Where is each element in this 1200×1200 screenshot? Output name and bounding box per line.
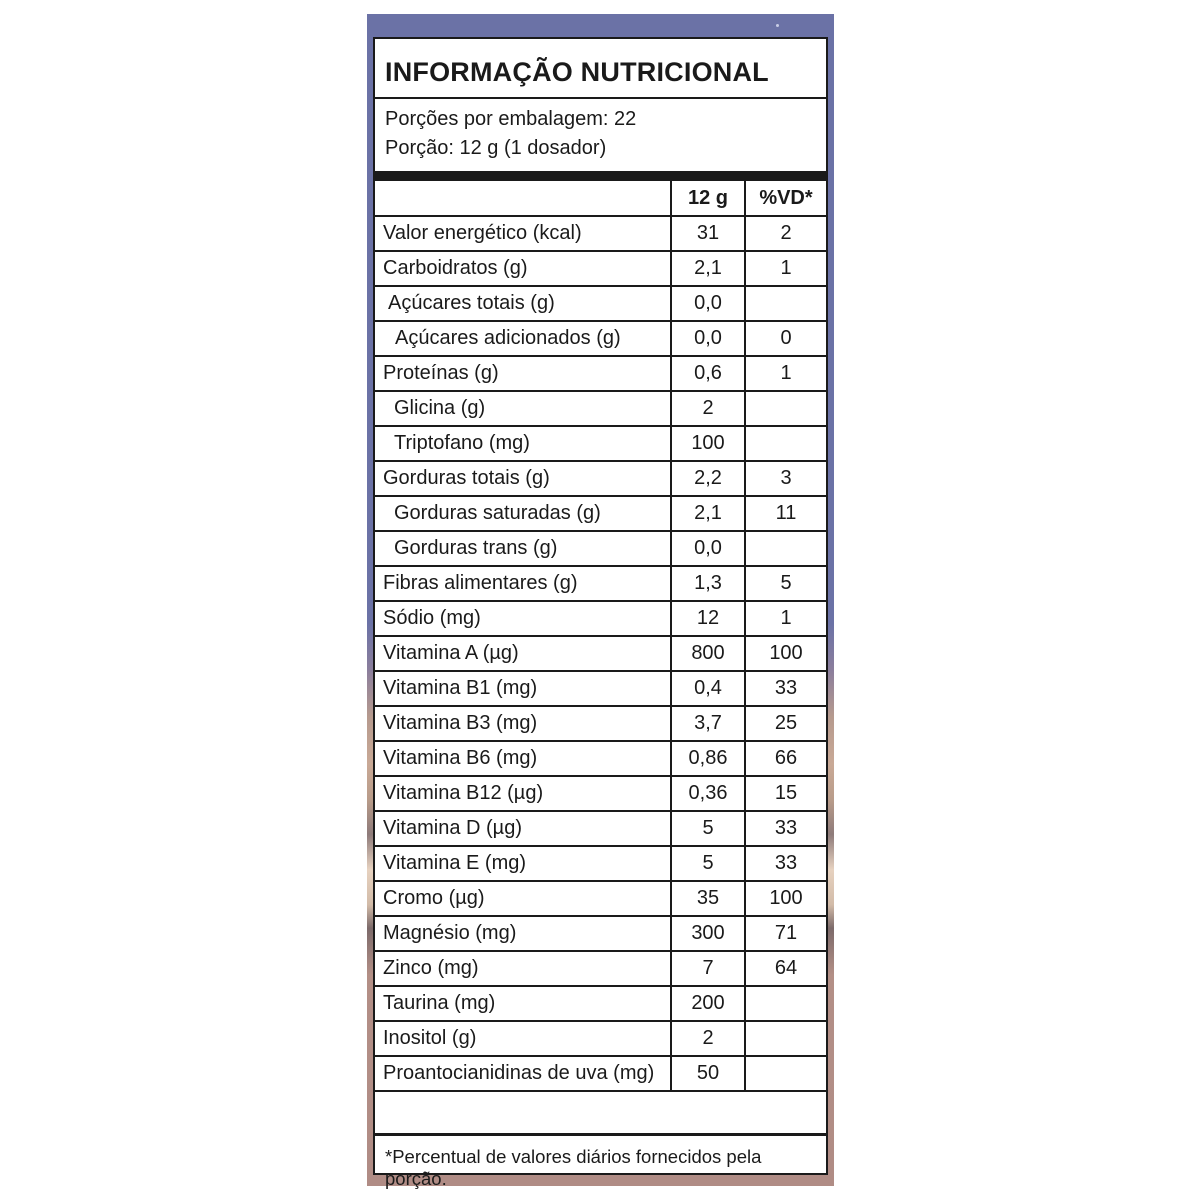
nutrient-name: Gorduras totais (g) [375, 461, 671, 496]
nutrient-amount: 31 [671, 216, 745, 251]
table-row [375, 706, 826, 741]
table-row [375, 881, 826, 916]
nutrient-dv: 15 [745, 776, 826, 811]
nutrient-name: Açúcares adicionados (g) [375, 321, 671, 356]
nutrition-facts-label [373, 37, 828, 1189]
nutrient-dv: 100 [745, 881, 826, 916]
nutrient-name: Triptofano (mg) [375, 426, 671, 461]
table-row [375, 566, 826, 601]
nutrient-amount: 0,4 [671, 671, 745, 706]
nutrient-name: Zinco (mg) [375, 951, 671, 986]
nutrient-name: Fibras alimentares (g) [375, 566, 671, 601]
nutrient-amount: 1,3 [671, 566, 745, 601]
table-row [375, 356, 826, 391]
nutrient-name: Cromo (µg) [375, 881, 671, 916]
nutrient-name: Magnésio (mg) [375, 916, 671, 951]
nutrient-amount: 35 [671, 881, 745, 916]
nutrient-amount: 300 [671, 916, 745, 951]
table-row [375, 916, 826, 951]
nutrient-dv [745, 286, 826, 321]
table-row [375, 1021, 826, 1056]
nutrient-name: Vitamina E (mg) [375, 846, 671, 881]
nutrient-name: Carboidratos (g) [375, 251, 671, 286]
nutrient-amount: 5 [671, 846, 745, 881]
table-row [375, 1056, 826, 1091]
nutrient-amount: 0,86 [671, 741, 745, 776]
table-row [375, 986, 826, 1021]
table-row [375, 496, 826, 531]
nutrient-name: Vitamina D (µg) [375, 811, 671, 846]
nutrient-amount: 0,0 [671, 286, 745, 321]
footnote: *Percentual de valores diários fornecidos pela porção. [375, 1133, 826, 1173]
nutrient-dv: 100 [745, 636, 826, 671]
nutrient-name: Vitamina B3 (mg) [375, 706, 671, 741]
nutrient-name: Vitamina A (µg) [375, 636, 671, 671]
nutrient-name: Vitamina B12 (µg) [375, 776, 671, 811]
nutrient-dv: 3 [745, 461, 826, 496]
nutrient-dv: 1 [745, 601, 826, 636]
header-amount: 12 g [671, 181, 745, 216]
table-row [375, 216, 826, 251]
nutrient-name: Gorduras trans (g) [375, 531, 671, 566]
nutrient-amount: 200 [671, 986, 745, 1021]
nutrient-dv: 5 [745, 566, 826, 601]
header-dv: %VD* [745, 181, 826, 216]
table-row [375, 531, 826, 566]
table-row [375, 391, 826, 426]
nutrient-name: Proteínas (g) [375, 356, 671, 391]
table-row [375, 601, 826, 636]
nutrient-dv [745, 986, 826, 1021]
nutrient-dv: 0 [745, 321, 826, 356]
nutrient-dv: 1 [745, 251, 826, 286]
nutrient-name: Proantocianidinas de uva (mg) [375, 1056, 671, 1091]
table-row [375, 461, 826, 496]
nutrient-name: Açúcares totais (g) [375, 286, 671, 321]
nutrient-name: Glicina (g) [375, 391, 671, 426]
table-row [375, 811, 826, 846]
table-row [375, 251, 826, 286]
nutrient-amount: 2,1 [671, 251, 745, 286]
nutrient-name: Gorduras saturadas (g) [375, 496, 671, 531]
nutrient-amount: 0,0 [671, 531, 745, 566]
table-row [375, 636, 826, 671]
nutrient-amount: 0,0 [671, 321, 745, 356]
nutrient-name: Sódio (mg) [375, 601, 671, 636]
nutrient-amount: 0,6 [671, 356, 745, 391]
table-row [375, 741, 826, 776]
nutrient-amount: 3,7 [671, 706, 745, 741]
nutrient-amount: 2 [671, 1021, 745, 1056]
nutrient-dv [745, 1056, 826, 1091]
nutrient-dv: 71 [745, 916, 826, 951]
nutrient-amount: 2,1 [671, 496, 745, 531]
nutrient-dv: 33 [745, 671, 826, 706]
nutrient-amount: 0,36 [671, 776, 745, 811]
nutrient-dv: 25 [745, 706, 826, 741]
nutrient-name: Taurina (mg) [375, 986, 671, 1021]
nutrient-dv: 64 [745, 951, 826, 986]
table-row [375, 846, 826, 881]
nutrient-amount: 50 [671, 1056, 745, 1091]
table-row [375, 671, 826, 706]
nutrient-dv: 11 [745, 496, 826, 531]
label-title: INFORMAÇÃO NUTRICIONAL [375, 39, 826, 99]
nutrient-dv: 33 [745, 811, 826, 846]
nutrient-amount: 5 [671, 811, 745, 846]
nutrient-amount: 800 [671, 636, 745, 671]
nutrient-amount: 2,2 [671, 461, 745, 496]
serving-size: Porção: 12 g (1 dosador) [385, 137, 607, 159]
table-row [375, 321, 826, 356]
table-row [375, 426, 826, 461]
serving-info [375, 99, 826, 171]
table-row [375, 286, 826, 321]
nutrient-dv: 2 [745, 216, 826, 251]
nutrient-name: Vitamina B6 (mg) [375, 741, 671, 776]
nutrient-dv: 66 [745, 741, 826, 776]
nutrient-amount: 12 [671, 601, 745, 636]
header-nutrient [375, 181, 671, 216]
nutrient-dv [745, 426, 826, 461]
nutrient-name: Inositol (g) [375, 1021, 671, 1056]
nutrient-dv [745, 1021, 826, 1056]
nutrient-dv: 1 [745, 356, 826, 391]
background-speck [776, 24, 779, 27]
thick-divider [375, 171, 826, 181]
nutrient-dv: 33 [745, 846, 826, 881]
nutrient-dv [745, 391, 826, 426]
nutrient-name: Vitamina B1 (mg) [375, 671, 671, 706]
nutrient-dv [745, 531, 826, 566]
nutrient-name: Valor energético (kcal) [375, 216, 671, 251]
nutrition-table [375, 181, 826, 1092]
nutrient-amount: 7 [671, 951, 745, 986]
nutrient-amount: 2 [671, 391, 745, 426]
servings-per-package: Porções por embalagem: 22 [385, 108, 637, 130]
table-row [375, 776, 826, 811]
nutrient-amount: 100 [671, 426, 745, 461]
table-row [375, 951, 826, 986]
table-header-row [375, 181, 826, 216]
